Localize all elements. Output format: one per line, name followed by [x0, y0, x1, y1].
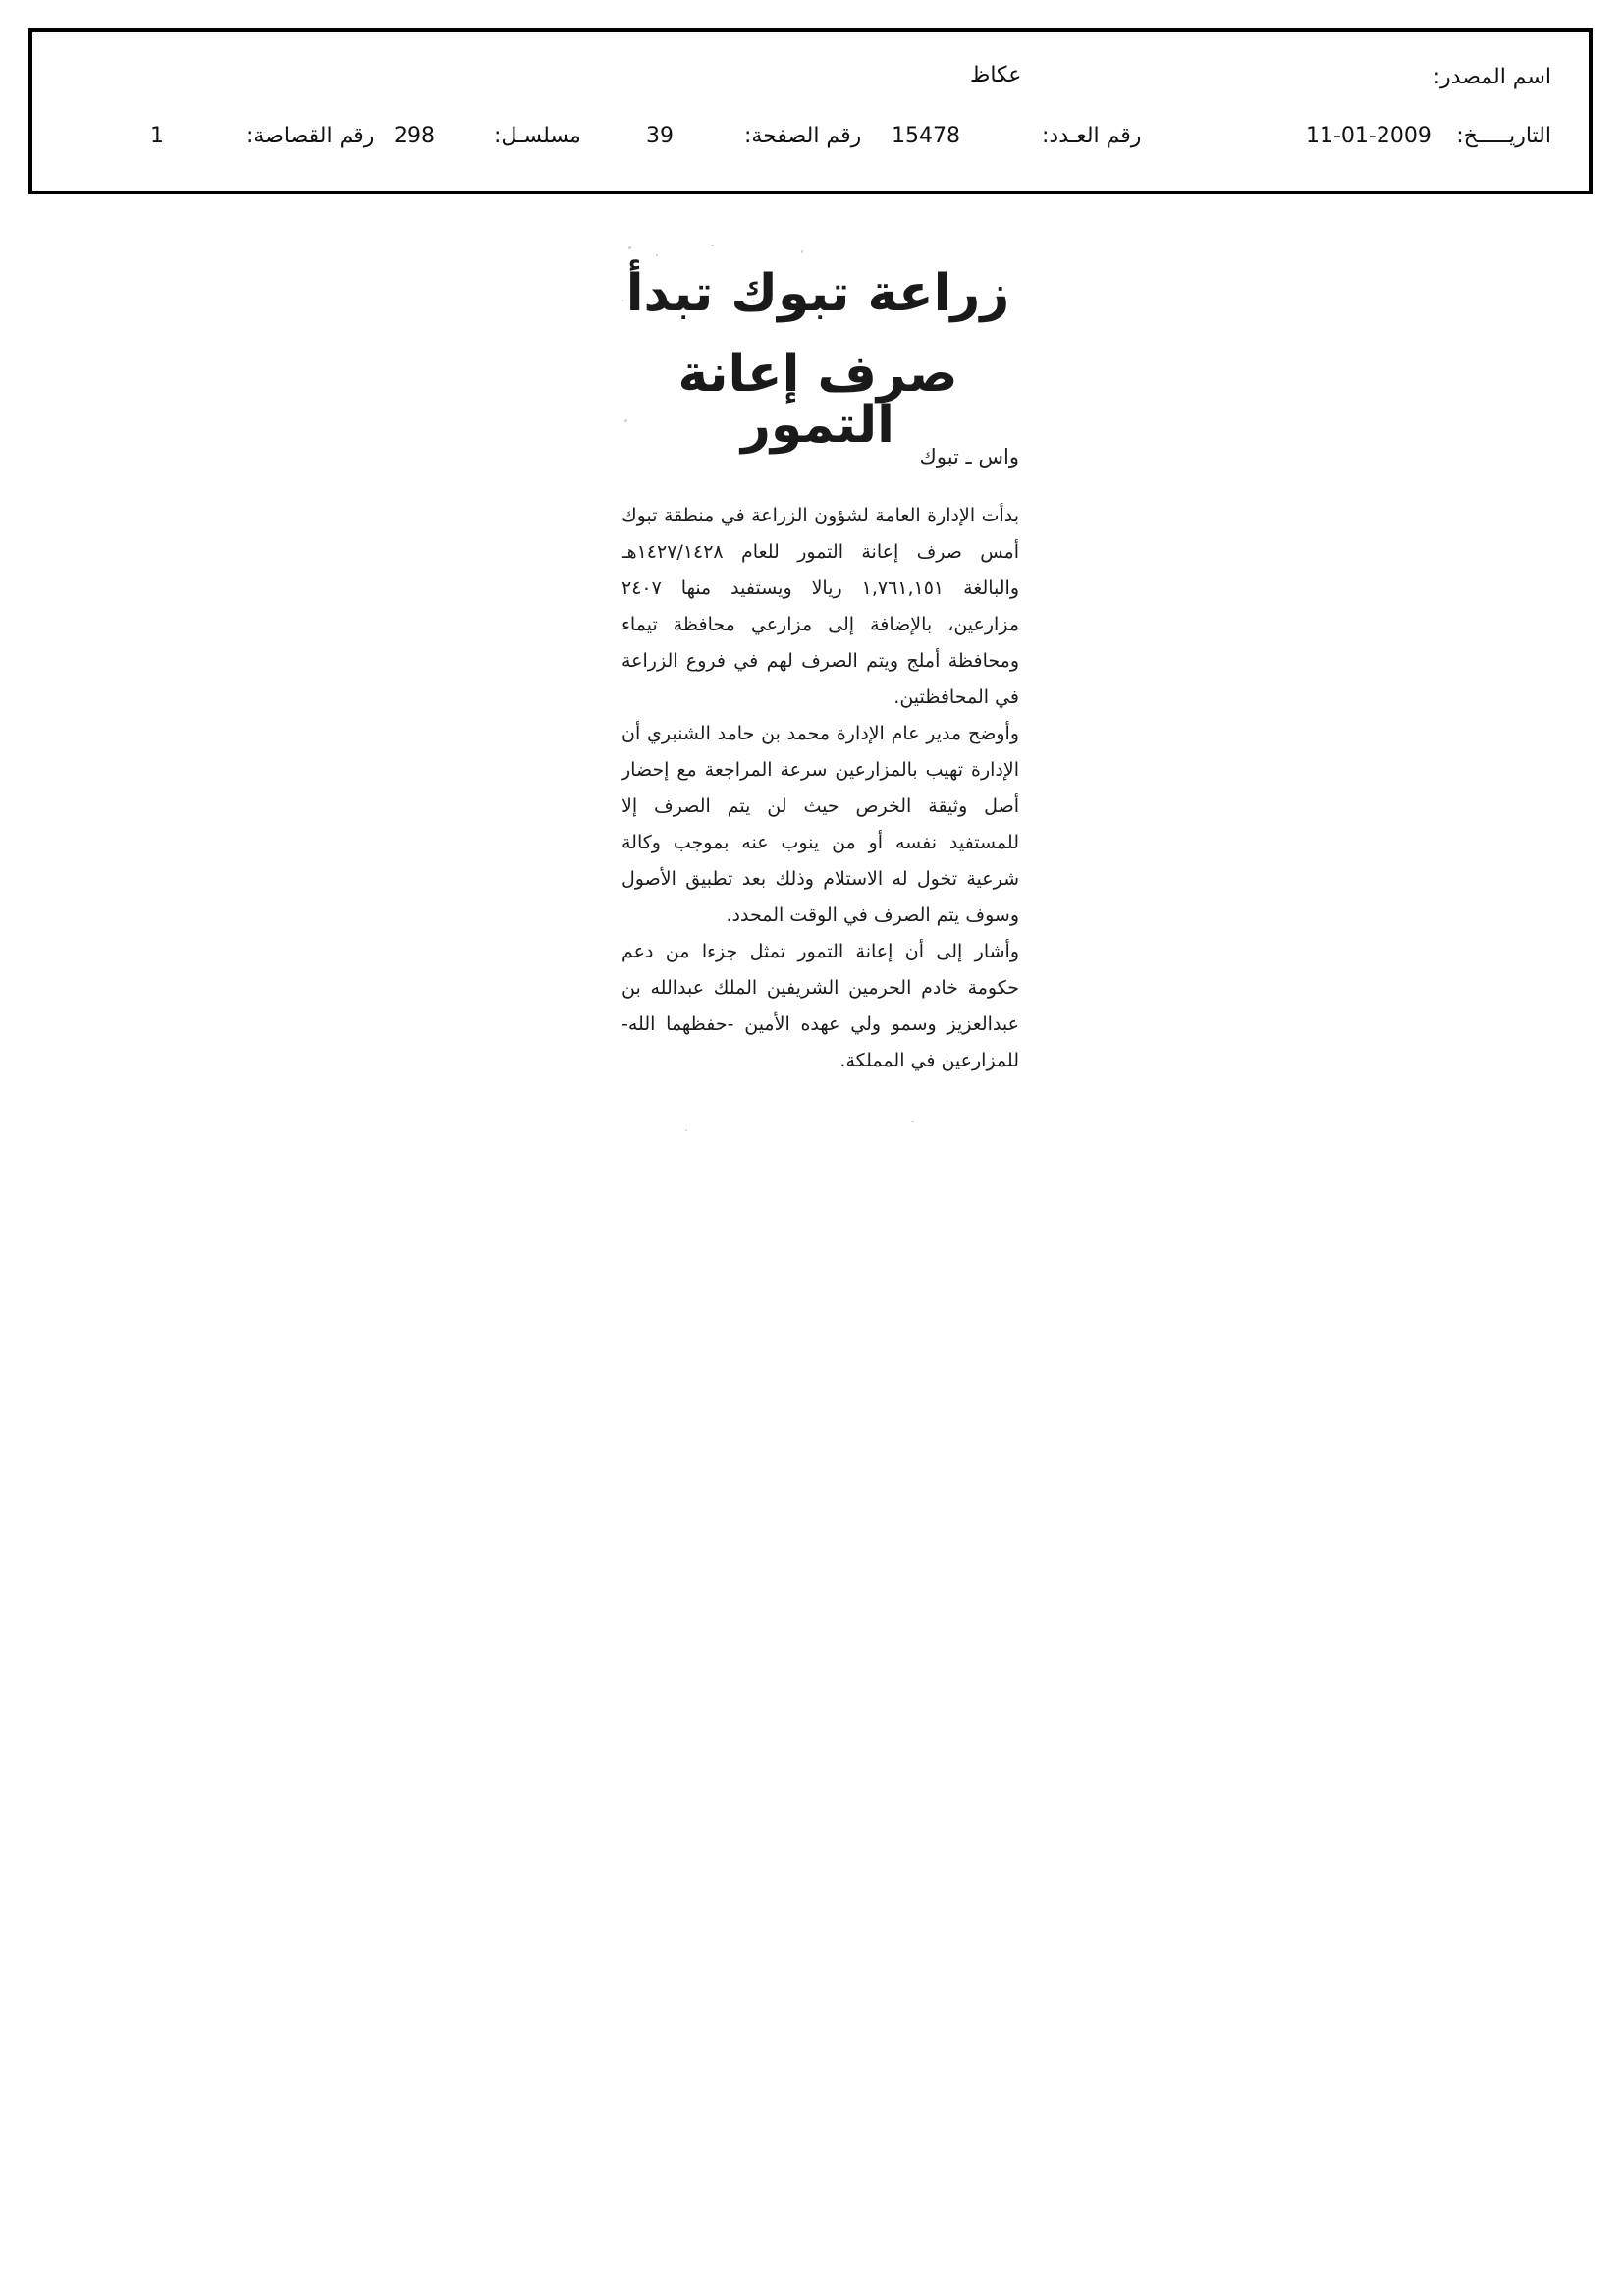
source-label: اسم المصدر: [1433, 65, 1551, 89]
issue-value: 15478 [892, 124, 960, 148]
serial-value: 298 [394, 124, 435, 148]
page-value: 39 [646, 124, 674, 148]
date-value: 11-01-2009 [1306, 124, 1432, 148]
source-value: عكاظ [970, 63, 1022, 87]
newspaper-clipping [617, 241, 1019, 1203]
article-body [622, 498, 1019, 1079]
headline-line-1: زراعة تبوك تبدأ [625, 264, 1010, 323]
article-dateline: واس ـ تبوك [919, 445, 1019, 468]
clipping-header-box [28, 28, 1593, 194]
article-paragraph: بدأت الإدارة العامة لشؤون الزراعة في منطقة تبوك أمس صرف إعانة التمور للعام ١٤٢٧/١٤٢٨هـ والبالغة ١,٧٦١,١٥١ ريالا ويستفيد منها ٢٤٠٧ مزارعين، بالإضافة إلى مزارعي محافظة تيماء ومحافظة أملج ويتم الصرف لهم في فروع الزراعة في المحافظتين. [622, 505, 1019, 708]
issue-label: رقم العـدد: [1042, 124, 1142, 148]
article-paragraph: وأوضح مدير عام الإدارة محمد بن حامد الشنبري أن الإدارة تهيب بالمزارعين سرعة المراجعة مع إحضار أصل وثيقة الخرص حيث لن يتم الصرف إلا للمستفيد نفسه أو من ينوب عنه بموجب وكالة شرعية تخول له الاستلام وذلك بعد تطبيق الأصول وسوف يتم الصرف في الوقت المحدد. [622, 723, 1019, 926]
clip-value: 1 [150, 124, 164, 148]
page-label: رقم الصفحة: [744, 124, 862, 148]
serial-label: مسلسـل: [494, 124, 581, 148]
clip-label: رقم القصاصة: [246, 124, 375, 148]
headline-line-2: صرف إعانة التمور [677, 345, 958, 455]
date-label: التاريـــــخ: [1456, 124, 1551, 148]
article-paragraph: وأشار إلى أن إعانة التمور تمثل جزءا من دعم حكومة خادم الحرمين الشريفين الملك عبدالله بن عبدالعزيز وسمو ولي عهده الأمين -حفظهما الله- للمزارعين في المملكة. [622, 941, 1019, 1071]
